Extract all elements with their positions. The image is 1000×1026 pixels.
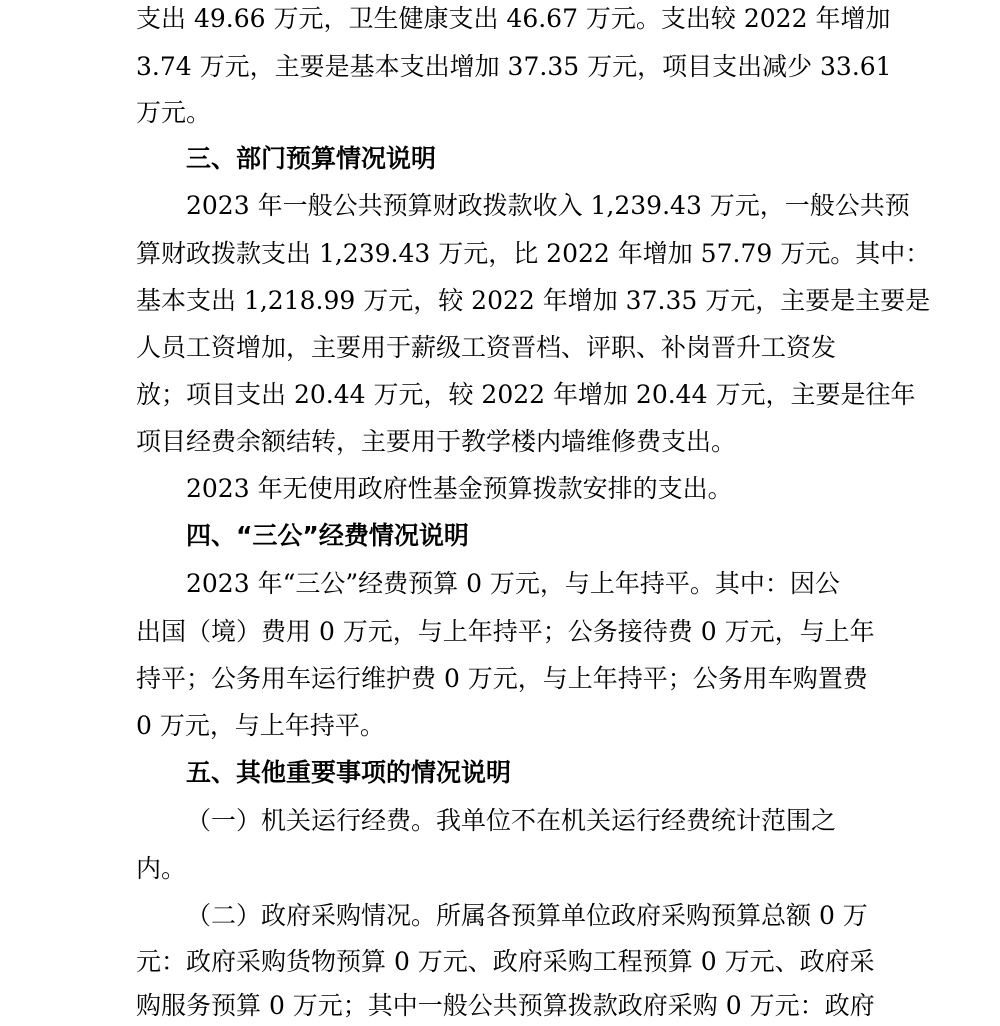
- paragraph-line: 2023 年一般公共预算财政拨款收入 1,239.43 万元，一般公共预: [186, 191, 910, 220]
- paragraph-line: 2023 年“三公”经费预算 0 万元，与上年持平。其中：因公: [186, 569, 840, 598]
- paragraph-line: 基本支出 1,218.99 万元，较 2022 年增加 37.35 万元，主要是主要是: [136, 286, 931, 315]
- paragraph-line: 内。: [136, 854, 187, 883]
- paragraph-line: 出国（境）费用 0 万元，与上年持平；公务接待费 0 万元，与上年: [136, 617, 875, 646]
- paragraph-line: 持平；公务用车运行维护费 0 万元，与上年持平；公务用车购置费: [136, 664, 868, 693]
- paragraph-line: 2023 年无使用政府性基金预算拨款安排的支出。: [186, 474, 733, 503]
- paragraph-line: 项目经费余额结转，主要用于教学楼内墙维修费支出。: [136, 427, 737, 456]
- paragraph-line: 万元。: [136, 98, 212, 127]
- paragraph-line: 元：政府采购货物预算 0 万元、政府采购工程预算 0 万元、政府采: [136, 947, 875, 976]
- section-heading-5: 五、其他重要事项的情况说明: [186, 758, 512, 787]
- paragraph-line: 购服务预算 0 万元；其中一般公共预算拨款政府采购 0 万元：政府: [136, 991, 875, 1020]
- section-heading-4: 四、“三公”经费情况说明: [186, 521, 469, 550]
- paragraph-line: 放；项目支出 20.44 万元，较 2022 年增加 20.44 万元，主要是往年: [136, 380, 916, 409]
- paragraph-line: 人员工资增加，主要用于薪级工资晋档、评职、补岗晋升工资发: [136, 333, 837, 362]
- paragraph-line: （一）机关运行经费。我单位不在机关运行经费统计范围之: [186, 806, 837, 835]
- paragraph-line: 算财政拨款支出 1,239.43 万元，比 2022 年增加 57.79 万元。其中：: [136, 239, 931, 268]
- paragraph-line: 支出 49.66 万元，卫生健康支出 46.67 万元。支出较 2022 年增加: [136, 4, 891, 33]
- paragraph-line: 3.74 万元，主要是基本支出增加 37.35 万元，项目支出减少 33.61: [136, 52, 892, 81]
- paragraph-line: （二）政府采购情况。所属各预算单位政府采购预算总额 0 万: [186, 901, 868, 930]
- paragraph-line: 0 万元，与上年持平。: [136, 711, 385, 740]
- section-heading-3: 三、部门预算情况说明: [186, 144, 437, 173]
